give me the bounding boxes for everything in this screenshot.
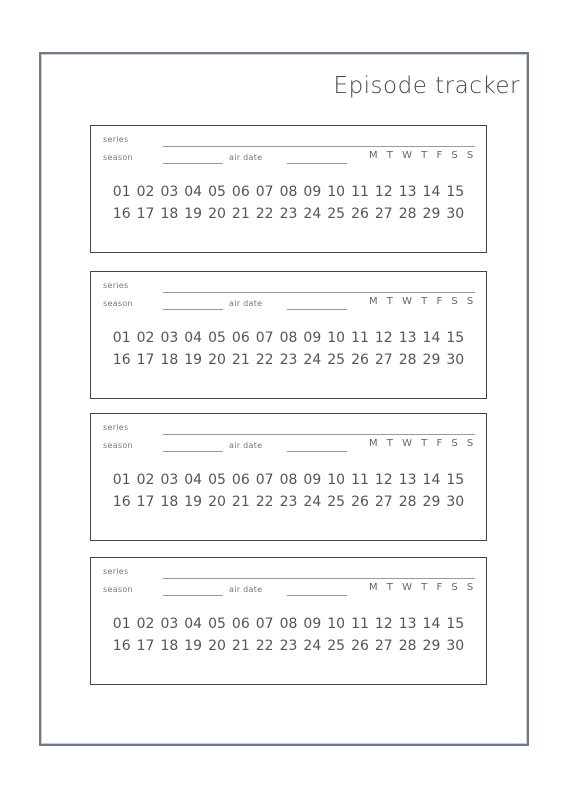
episode-number[interactable]: 16 [112, 352, 131, 368]
episode-number[interactable]: 29 [422, 494, 441, 510]
episode-number[interactable]: 17 [136, 352, 155, 368]
episode-number[interactable]: 24 [303, 352, 322, 368]
episode-number[interactable]: 27 [374, 352, 393, 368]
season-label: season [103, 153, 133, 162]
episode-row-1 [91, 184, 486, 200]
episode-number[interactable]: 04 [184, 472, 203, 488]
episode-number[interactable]: 21 [231, 206, 250, 222]
episode-number[interactable]: 10 [327, 472, 346, 488]
episode-number[interactable]: 21 [231, 352, 250, 368]
episode-number[interactable]: 11 [351, 184, 369, 200]
series-line[interactable] [163, 292, 475, 293]
series-label: series [103, 135, 129, 144]
episode-number[interactable]: 22 [255, 494, 274, 510]
air-date-label: air date [229, 153, 263, 162]
episode-number[interactable]: 12 [374, 184, 393, 200]
episode-number[interactable]: 08 [279, 184, 298, 200]
episode-number[interactable]: 24 [303, 206, 322, 222]
tracker-card [90, 557, 487, 685]
episode-number[interactable]: 30 [446, 638, 465, 654]
episode-number[interactable]: 11 [351, 616, 369, 632]
episode-number[interactable]: 10 [327, 616, 346, 632]
season-label: season [103, 441, 133, 450]
episode-number[interactable]: 26 [351, 494, 369, 510]
episode-number[interactable]: 21 [231, 494, 250, 510]
episode-number[interactable]: 25 [327, 352, 346, 368]
season-label: season [103, 299, 133, 308]
episode-number[interactable]: 22 [255, 638, 274, 654]
episode-number[interactable]: 23 [279, 494, 298, 510]
episode-number[interactable]: 09 [303, 184, 322, 200]
air-date-line[interactable] [287, 451, 347, 452]
episode-number[interactable]: 07 [255, 184, 274, 200]
episode-number[interactable]: 18 [160, 494, 179, 510]
series-label: series [103, 423, 129, 432]
episode-number[interactable]: 27 [374, 206, 393, 222]
series-line[interactable] [163, 434, 475, 435]
episode-number[interactable]: 11 [351, 472, 369, 488]
episode-row-1 [91, 616, 486, 632]
tracker-card [90, 125, 487, 253]
episode-number[interactable]: 16 [112, 494, 131, 510]
episode-number[interactable]: 28 [398, 638, 417, 654]
episode-number[interactable]: 12 [374, 330, 393, 346]
episode-number[interactable]: 14 [422, 184, 441, 200]
episode-number[interactable]: 26 [351, 638, 369, 654]
episode-number[interactable]: 08 [279, 616, 298, 632]
episode-number[interactable]: 20 [208, 352, 226, 368]
episode-number[interactable]: 07 [255, 330, 274, 346]
episode-number[interactable]: 15 [446, 472, 465, 488]
episode-number[interactable]: 05 [208, 472, 226, 488]
episode-number[interactable]: 15 [446, 184, 465, 200]
episode-number[interactable]: 24 [303, 494, 322, 510]
episode-number[interactable]: 25 [327, 206, 346, 222]
episode-number[interactable]: 05 [208, 616, 226, 632]
series-line[interactable] [163, 578, 475, 579]
episode-number[interactable]: 27 [374, 494, 393, 510]
episode-number[interactable]: 29 [422, 206, 441, 222]
episode-number[interactable]: 20 [208, 638, 226, 654]
episode-number[interactable]: 12 [374, 472, 393, 488]
series-label: series [103, 281, 129, 290]
episode-number[interactable]: 01 [112, 472, 131, 488]
episode-number[interactable]: 18 [160, 206, 179, 222]
episode-row-2 [91, 206, 486, 222]
weekday-letters: M T W T F S S [369, 582, 477, 593]
episode-number[interactable]: 09 [303, 330, 322, 346]
episode-number[interactable]: 19 [184, 638, 203, 654]
episode-number[interactable]: 09 [303, 616, 322, 632]
episode-number[interactable]: 02 [136, 472, 155, 488]
episode-number[interactable]: 13 [398, 472, 417, 488]
episode-number[interactable]: 28 [398, 352, 417, 368]
episode-row-2 [91, 494, 486, 510]
weekday-letters: M T W T F S S [369, 438, 477, 449]
episode-number[interactable]: 02 [136, 616, 155, 632]
episode-row-2 [91, 352, 486, 368]
episode-number[interactable]: 14 [422, 472, 441, 488]
episode-number[interactable]: 23 [279, 206, 298, 222]
episode-number[interactable]: 06 [231, 330, 250, 346]
episode-number[interactable]: 25 [327, 638, 346, 654]
weekday-letters: M T W T F S S [369, 150, 477, 161]
episode-number[interactable]: 17 [136, 638, 155, 654]
episode-number[interactable]: 20 [208, 494, 226, 510]
episode-number[interactable]: 06 [231, 472, 250, 488]
season-label: season [103, 585, 133, 594]
episode-number[interactable]: 23 [279, 352, 298, 368]
episode-number[interactable]: 02 [136, 184, 155, 200]
episode-number[interactable]: 21 [231, 638, 250, 654]
episode-number[interactable]: 07 [255, 616, 274, 632]
episode-number[interactable]: 15 [446, 616, 465, 632]
air-date-line[interactable] [287, 595, 347, 596]
episode-number[interactable]: 14 [422, 330, 441, 346]
episode-number[interactable]: 28 [398, 206, 417, 222]
episode-number[interactable]: 04 [184, 330, 203, 346]
episode-row-1 [91, 330, 486, 346]
episode-number[interactable]: 08 [279, 472, 298, 488]
episode-number[interactable]: 17 [136, 206, 155, 222]
season-line[interactable] [163, 595, 223, 596]
episode-number[interactable]: 16 [112, 638, 131, 654]
season-line[interactable] [163, 451, 223, 452]
air-date-label: air date [229, 585, 263, 594]
episode-number[interactable]: 29 [422, 638, 441, 654]
episode-row-1 [91, 472, 486, 488]
episode-number[interactable]: 23 [279, 638, 298, 654]
episode-number[interactable]: 04 [184, 184, 203, 200]
episode-number[interactable]: 16 [112, 206, 131, 222]
episode-number[interactable]: 26 [351, 352, 369, 368]
tracker-card [90, 271, 487, 399]
episode-number[interactable]: 20 [208, 206, 226, 222]
episode-number[interactable]: 03 [160, 472, 179, 488]
episode-number[interactable]: 05 [208, 184, 226, 200]
episode-number[interactable]: 01 [112, 184, 131, 200]
episode-number[interactable]: 05 [208, 330, 226, 346]
episode-number[interactable]: 10 [327, 184, 346, 200]
page-title: Episode tracker [333, 73, 520, 99]
air-date-line[interactable] [287, 309, 347, 310]
episode-number[interactable]: 15 [446, 330, 465, 346]
episode-number[interactable]: 19 [184, 494, 203, 510]
episode-number[interactable]: 11 [351, 330, 369, 346]
episode-number[interactable]: 01 [112, 616, 131, 632]
episode-number[interactable]: 14 [422, 616, 441, 632]
air-date-line[interactable] [287, 163, 347, 164]
weekday-letters: M T W T F S S [369, 296, 477, 307]
episode-row-2 [91, 638, 486, 654]
episode-number[interactable]: 22 [255, 206, 274, 222]
episode-number[interactable]: 17 [136, 494, 155, 510]
episode-number[interactable]: 30 [446, 206, 465, 222]
episode-number[interactable]: 09 [303, 472, 322, 488]
season-line[interactable] [163, 163, 223, 164]
episode-number[interactable]: 12 [374, 616, 393, 632]
episode-number[interactable]: 10 [327, 330, 346, 346]
episode-number[interactable]: 28 [398, 494, 417, 510]
air-date-label: air date [229, 441, 263, 450]
episode-number[interactable]: 04 [184, 616, 203, 632]
episode-number[interactable]: 07 [255, 472, 274, 488]
episode-number[interactable]: 30 [446, 352, 465, 368]
episode-number[interactable]: 30 [446, 494, 465, 510]
episode-number[interactable]: 02 [136, 330, 155, 346]
season-line[interactable] [163, 309, 223, 310]
series-line[interactable] [163, 146, 475, 147]
episode-number[interactable]: 13 [398, 184, 417, 200]
episode-number[interactable]: 22 [255, 352, 274, 368]
air-date-label: air date [229, 299, 263, 308]
episode-number[interactable]: 24 [303, 638, 322, 654]
episode-number[interactable]: 19 [184, 206, 203, 222]
episode-number[interactable]: 03 [160, 616, 179, 632]
episode-number[interactable]: 01 [112, 330, 131, 346]
episode-number[interactable]: 03 [160, 330, 179, 346]
episode-number[interactable]: 13 [398, 330, 417, 346]
episode-number[interactable]: 06 [231, 184, 250, 200]
episode-number[interactable]: 18 [160, 352, 179, 368]
series-label: series [103, 567, 129, 576]
episode-number[interactable]: 19 [184, 352, 203, 368]
episode-number[interactable]: 08 [279, 330, 298, 346]
episode-number[interactable]: 26 [351, 206, 369, 222]
episode-number[interactable]: 27 [374, 638, 393, 654]
episode-number[interactable]: 18 [160, 638, 179, 654]
episode-number[interactable]: 29 [422, 352, 441, 368]
tracker-card [90, 413, 487, 541]
episode-number[interactable]: 25 [327, 494, 346, 510]
episode-number[interactable]: 03 [160, 184, 179, 200]
episode-number[interactable]: 13 [398, 616, 417, 632]
episode-number[interactable]: 06 [231, 616, 250, 632]
